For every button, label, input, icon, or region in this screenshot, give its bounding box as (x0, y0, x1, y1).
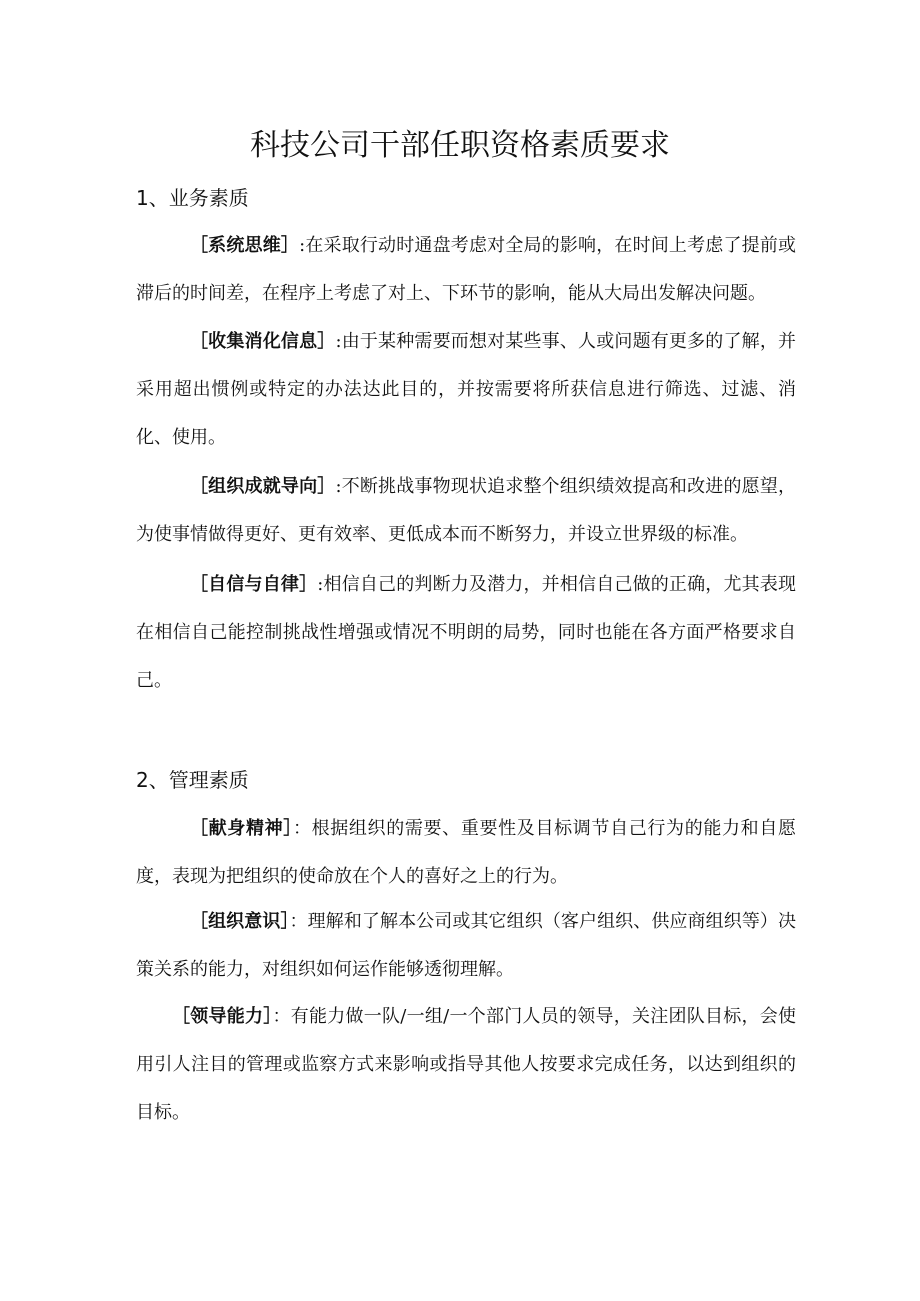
item-text: :不断挑战事物现状追求整个组织绩效提高和改进的愿望，为使事情做得更好、更有效率、更低成本而不断努力，并设立世界级的标准。 (136, 476, 797, 545)
item-text: :相信自己的判断力及潜力，并相信自己做的正确，尤其表现在相信自己能控制挑战性增强或情况不明朗的局势，同时也能在各方面严格要求自己。 (136, 574, 797, 691)
item-term: ［自信与自律］ (190, 574, 318, 595)
item-text: ：理解和了解本公司或其它组织（客户组织、供应商组织等）决策关系的能力，对组织如何运作能够透彻理解。 (136, 911, 796, 980)
item-term: ［献身精神］ (190, 818, 293, 839)
item-leadership (136, 993, 796, 1137)
item-text: :在采取行动时通盘考虑对全局的影响，在时间上考虑了提前或滞后的时间差，在程序上考虑了对上、下环节的影响，能从大局出发解决问题。 (136, 235, 797, 304)
item-text: ：根据组织的需要、重要性及目标调节自己行为的能力和自愿度，表现为把组织的使命放在个人的喜好之上的行为。 (136, 818, 796, 887)
item-term: ［收集消化信息］ (190, 331, 336, 352)
item-organizational-awareness (136, 898, 796, 994)
document-title: 科技公司干部任职资格素质要求 (250, 128, 670, 163)
item-term: ［组织成就导向］ (190, 476, 336, 497)
item-term: ［组织意识］ (190, 911, 290, 932)
item-information-gathering (136, 318, 796, 462)
section-heading-business: 1、业务素质 (136, 186, 249, 210)
item-systems-thinking (136, 222, 796, 318)
item-dedication (136, 805, 796, 901)
item-self-confidence (136, 561, 796, 705)
item-text: ：有能力做一队/一组/一个部门人员的领导，关注团队目标，会使用引人注目的管理或监察方式来影响或指导其他人按要求完成任务，以达到组织的目标。 (136, 1006, 796, 1123)
item-text: :由于某种需要而想对某些事、人或问题有更多的了解，并采用超出惯例或特定的办法达此目的，并按需要将所获信息进行筛选、过滤、消化、使用。 (136, 331, 797, 448)
section-heading-management: 2、管理素质 (136, 768, 249, 792)
item-achievement-orientation (136, 463, 796, 559)
item-term: ［系统思维］ (190, 235, 300, 256)
item-term: ［领导能力］ (172, 1006, 273, 1027)
